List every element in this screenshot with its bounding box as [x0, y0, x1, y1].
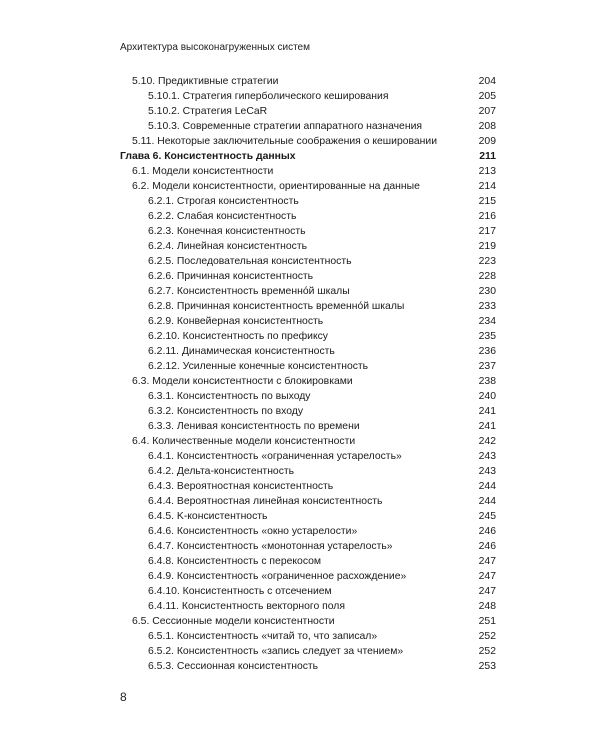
toc-entry-row	[120, 209, 496, 224]
toc-entry-page: 246	[478, 541, 496, 552]
toc-entry-title: 6.2.12. Усиленные конечные консистентность	[148, 361, 369, 372]
toc-entry-row	[120, 269, 496, 284]
toc-entry-title: 6.5. Сессионные модели консистентности	[132, 616, 335, 627]
toc-entry-title: 6.4.5. K-консистентность	[148, 511, 268, 522]
toc-entry-page: 204	[478, 76, 496, 87]
toc-entry-title: 6.2.3. Конечная консистентность	[148, 226, 306, 237]
toc-entry-row	[120, 389, 496, 404]
toc-entry-title: 6.2.8. Причинная консистентность временно́й шкалы	[148, 301, 405, 312]
toc-entry-title: Глава 6. Консистентность данных	[120, 151, 296, 162]
toc-entry-page: 244	[478, 481, 496, 492]
toc-entry-title: 5.11. Некоторые заключительные соображения о кешировании	[132, 136, 438, 147]
toc-entry-row	[120, 74, 496, 89]
toc-entry-title: 5.10.3. Современные стратегии аппаратного назначения	[148, 121, 423, 132]
toc-entry-title: 6.3.3. Ленивая консистентность по времени	[148, 421, 360, 432]
toc-entry-row	[120, 314, 496, 329]
toc-entry-page: 247	[478, 556, 496, 567]
toc-entry-row	[120, 659, 496, 674]
toc-entry-page: 252	[478, 646, 496, 657]
toc-entry-title: 6.5.2. Консистентность «запись следует за чтением»	[148, 646, 404, 657]
toc-entry-page: 247	[478, 586, 496, 597]
toc-entry-page: 243	[478, 451, 496, 462]
toc-entry-row	[120, 614, 496, 629]
toc-entry-row	[120, 224, 496, 239]
toc-entry-row	[120, 134, 496, 149]
toc-entry-title: 6.2.11. Динамическая консистентность	[148, 346, 335, 357]
toc-entry-row	[120, 524, 496, 539]
toc-entry-title: 6.2.2. Слабая консистентность	[148, 211, 297, 222]
toc-entry-title: 6.4.4. Вероятностная линейная консистентность	[148, 496, 383, 507]
toc-entry-row	[120, 299, 496, 314]
toc-entry-title: 6.4.6. Консистентность «окно устарелости»	[148, 526, 358, 537]
toc-entry-page: 246	[478, 526, 496, 537]
toc-entry-row	[120, 599, 496, 614]
toc-entry-row	[120, 554, 496, 569]
toc-entry-row	[120, 89, 496, 104]
toc-entry-title: 6.2.1. Строгая консистентность	[148, 196, 299, 207]
toc-entry-page: 211	[479, 151, 496, 162]
toc-entry-title: 6.2.5. Последовательная консистентность	[148, 256, 352, 267]
toc-entry-page: 248	[478, 601, 496, 612]
toc-entry-title: 6.2.9. Конвейерная консистентность	[148, 316, 324, 327]
toc-entry-row	[120, 329, 496, 344]
toc-entry-page: 238	[478, 376, 496, 387]
toc-entry-title: 6.4.7. Консистентность «монотонная устарелость»	[148, 541, 393, 552]
toc-entry-title: 6.2. Модели консистентности, ориентированные на данные	[132, 181, 420, 192]
toc-chapter-row	[120, 149, 496, 164]
toc-entry-page: 247	[478, 571, 496, 582]
toc-entry-row	[120, 344, 496, 359]
toc-entry-row	[120, 404, 496, 419]
toc-entry-title: 6.4.10. Консистентность с отсечением	[148, 586, 332, 597]
toc-entry-title: 6.2.10. Консистентность по префиксу	[148, 331, 328, 342]
toc-entry-title: 6.4.2. Дельта-консистентность	[148, 466, 295, 477]
toc-entry-title: 6.2.7. Консистентность временно́й шкалы	[148, 286, 350, 297]
toc-entry-row	[120, 284, 496, 299]
toc-entry-page: 244	[478, 496, 496, 507]
toc-entry-page: 235	[478, 331, 496, 342]
toc-entry-row	[120, 569, 496, 584]
toc-entry-page: 233	[478, 301, 496, 312]
toc-entry-title: 5.10.1. Стратегия гиперболического кеширования	[148, 91, 389, 102]
toc-entry-page: 236	[478, 346, 496, 357]
toc-entry-page: 214	[478, 181, 496, 192]
toc-entry-title: 6.4.11. Консистентность векторного поля	[148, 601, 345, 612]
toc-entry-row	[120, 194, 496, 209]
toc-entry-title: 6.3.1. Консистентность по выходу	[148, 391, 311, 402]
toc-entry-row	[120, 104, 496, 119]
toc-entry-row	[120, 629, 496, 644]
toc-entry-title: 6.4.8. Консистентность с перекосом	[148, 556, 322, 567]
toc-entry-row	[120, 584, 496, 599]
toc-entry-row	[120, 494, 496, 509]
toc-entry-title: 5.10. Предиктивные стратегии	[132, 76, 279, 87]
toc-entry-page: 234	[478, 316, 496, 327]
toc-entry-page: 213	[478, 166, 496, 177]
toc-entry-row	[120, 434, 496, 449]
toc-entry-page: 217	[478, 226, 496, 237]
toc-entry-page: 215	[478, 196, 496, 207]
toc-entry-title: 6.4. Количественные модели консистентности	[132, 436, 356, 447]
toc-entry-title: 6.3.2. Консистентность по входу	[148, 406, 304, 417]
toc-entry-page: 216	[478, 211, 496, 222]
toc-entry-page: 252	[478, 631, 496, 642]
table-of-contents	[120, 74, 496, 674]
toc-entry-page: 237	[478, 361, 496, 372]
toc-entry-row	[120, 464, 496, 479]
toc-entry-page: 209	[478, 136, 496, 147]
toc-entry-page: 228	[478, 271, 496, 282]
toc-entry-row	[120, 644, 496, 659]
toc-entry-row	[120, 119, 496, 134]
toc-entry-title: 6.4.3. Вероятностная консистентность	[148, 481, 334, 492]
toc-entry-row	[120, 164, 496, 179]
toc-entry-title: 6.1. Модели консистентности	[132, 166, 274, 177]
toc-entry-title: 6.3. Модели консистентности с блокировками	[132, 376, 353, 387]
page-number: 8	[120, 690, 127, 704]
toc-entry-page: 241	[478, 421, 496, 432]
toc-entry-row	[120, 479, 496, 494]
toc-entry-row	[120, 179, 496, 194]
toc-entry-title: 6.2.6. Причинная консистентность	[148, 271, 314, 282]
toc-entry-page: 240	[478, 391, 496, 402]
toc-entry-page: 207	[478, 106, 496, 117]
toc-entry-row	[120, 419, 496, 434]
toc-entry-title: 6.2.4. Линейная консистентность	[148, 241, 308, 252]
toc-entry-page: 253	[478, 661, 496, 672]
toc-entry-page: 205	[478, 91, 496, 102]
toc-entry-title: 5.10.2. Стратегия LeCaR	[148, 106, 268, 117]
toc-entry-page: 208	[478, 121, 496, 132]
toc-entry-page: 242	[478, 436, 496, 447]
toc-entry-row	[120, 374, 496, 389]
toc-entry-row	[120, 239, 496, 254]
toc-entry-page: 243	[478, 466, 496, 477]
toc-entry-row	[120, 509, 496, 524]
toc-entry-title: 6.4.9. Консистентность «ограниченное расхождение»	[148, 571, 407, 582]
toc-entry-title: 6.5.3. Сессионная консистентность	[148, 661, 319, 672]
toc-entry-row	[120, 254, 496, 269]
running-header: Архитектура высоконагруженных систем	[120, 42, 310, 53]
toc-entry-row	[120, 449, 496, 464]
toc-entry-page: 223	[478, 256, 496, 267]
toc-entry-page: 219	[478, 241, 496, 252]
toc-entry-title: 6.4.1. Консистентность «ограниченная устарелость»	[148, 451, 402, 462]
toc-entry-page: 251	[478, 616, 496, 627]
toc-entry-page: 245	[478, 511, 496, 522]
toc-entry-title: 6.5.1. Консистентность «читай то, что записал»	[148, 631, 378, 642]
toc-entry-page: 241	[478, 406, 496, 417]
toc-entry-page: 230	[478, 286, 496, 297]
toc-entry-row	[120, 359, 496, 374]
toc-entry-row	[120, 539, 496, 554]
